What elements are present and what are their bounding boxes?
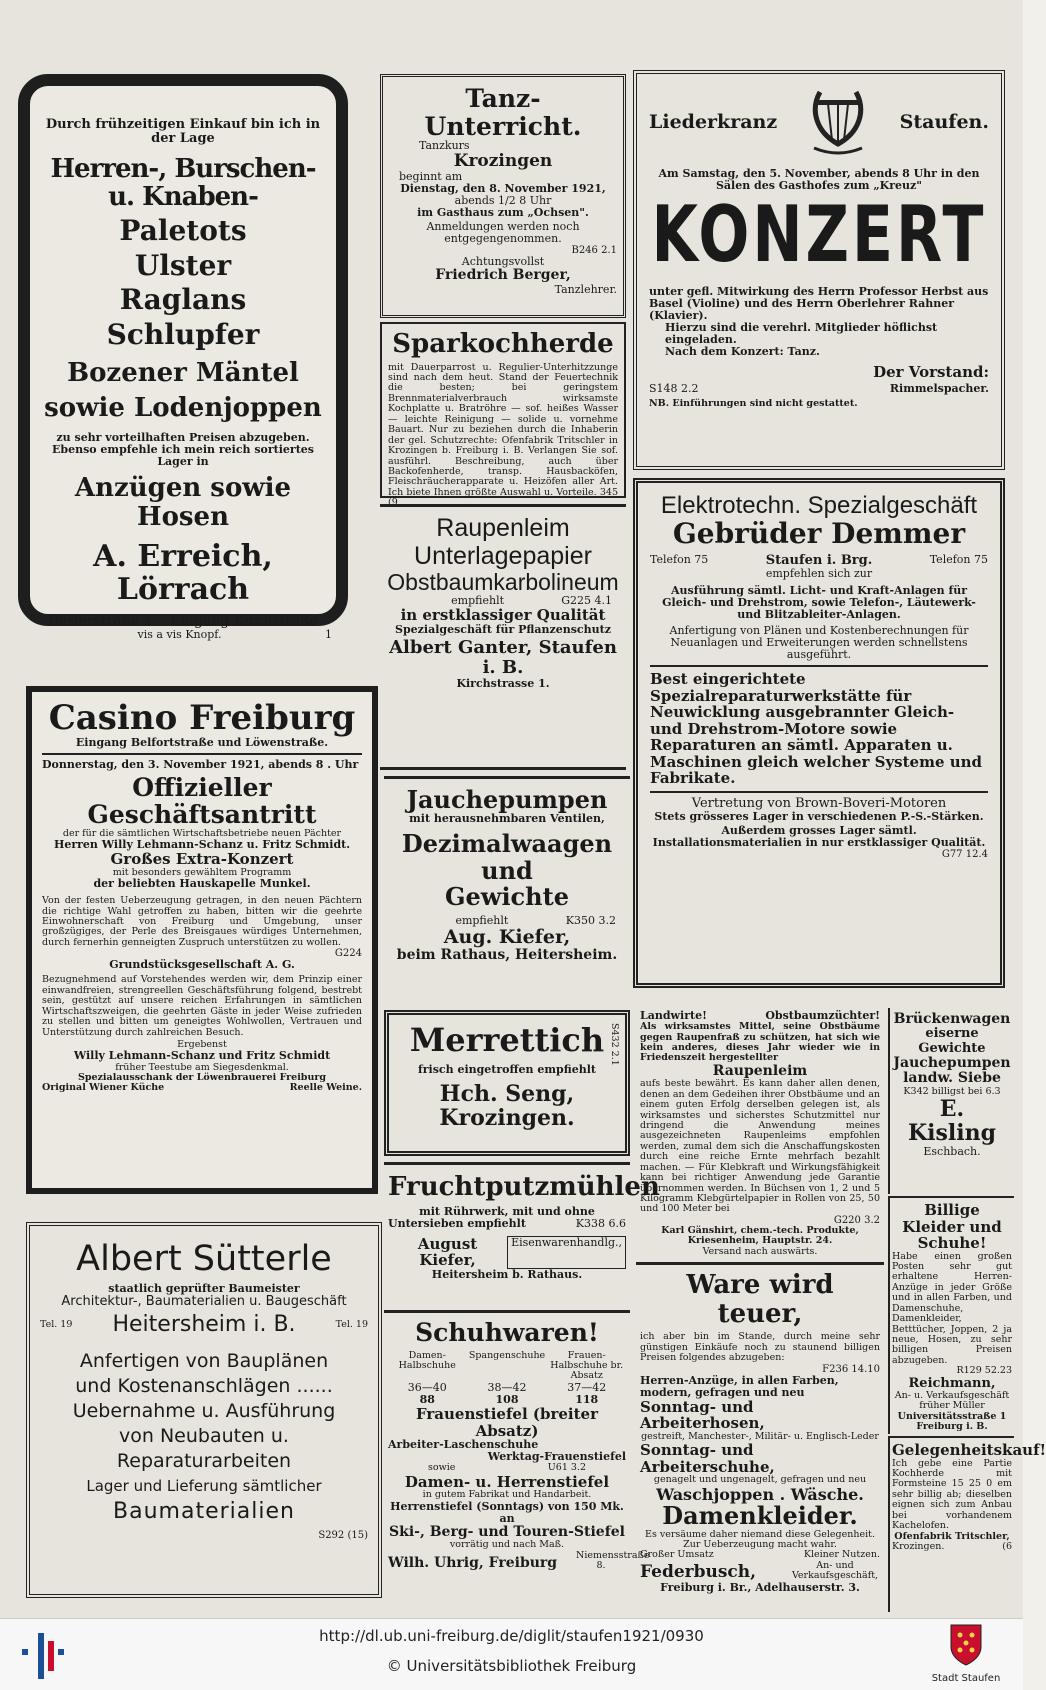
ad-erreich	[18, 74, 348, 642]
kiefer2-shop: Eisenwarenhandlg.,	[507, 1236, 626, 1269]
ad-demmer	[633, 478, 1005, 988]
suetterle-l3: Uebernahme u. Ausführung	[72, 1399, 336, 1422]
erreich-item: sowie Lodenjoppen	[44, 392, 322, 423]
ad-ganter	[380, 504, 626, 770]
ad-reichmann	[888, 1196, 1014, 1434]
kiefer2-code: K338 6.6	[575, 1216, 626, 1230]
casino-headline: Offizieller Geschäftsantritt	[87, 772, 317, 830]
federbusch-l5: genagelt und ungenagelt, gefragen und neu	[653, 1474, 867, 1486]
erreich-intro: Durch frühzeitigen Einkauf bin ich in der Lage	[45, 117, 321, 147]
seng-sub: frisch eingetroffen empfiehlt	[418, 1063, 596, 1077]
tanz-role: Tanzlehrer.	[554, 282, 617, 296]
federbusch-l4: Sonntag- und Arbeiterschuhe,	[640, 1441, 775, 1476]
uhrig-s3: 37—42	[567, 1380, 607, 1394]
tanz-registration: Anmeldungen werden noch entgegengenommen.	[426, 220, 580, 246]
uhrig-code: U61 3.2	[547, 1462, 586, 1474]
federbusch-addr: Freiburg i. Br., Adelhauserstr. 3.	[660, 1580, 860, 1594]
casino-erg: Ergebenst	[177, 1039, 227, 1051]
liederkranz-name: Rimmelspacher.	[889, 381, 989, 395]
tritschler-firm: Ofenfabrik Tritschler,	[894, 1530, 1010, 1542]
uhrig-l7: Herrenstiefel (Sonntags) von 150 Mk. an	[390, 1499, 624, 1525]
tritschler-title: Gelegenheitskauf!	[892, 1441, 1046, 1459]
casino-l4: mit besonders gewähltem Programm	[112, 866, 292, 878]
uhrig-addr: Niemensstraße 8.	[576, 1549, 650, 1572]
ad-federbusch	[636, 1262, 884, 1612]
ad-tanz	[380, 74, 626, 318]
demmer-rec: empfehlen sich zur	[765, 567, 873, 581]
kiefer1-sub: mit herausnehmbaren Ventilen,	[409, 812, 605, 826]
federbusch-intro: ich aber bin im Stande, durch meine sehr günstigen Einkäufe noch zu staunend billigen Preisen folgendes abzugeben:	[640, 1331, 880, 1364]
liederkranz-note: NB. Einführungen sind nicht gestattet.	[649, 397, 858, 409]
reichmann-shop: An- u. Verkaufsgeschäft früher Müller	[894, 1390, 1010, 1412]
reichmann-code: R129 52.23	[956, 1365, 1012, 1377]
raupenleim-title: Raupenleim	[712, 1062, 808, 1079]
liederkranz-invite: Hierzu sind die verehrl. Mitglieder höflichst eingeladen.	[665, 321, 938, 347]
ganter-shop: Spezialgeschäft für Pflanzenschutz	[395, 622, 611, 636]
kiefer2-sub: mit Rührwerk, mit und ohne	[419, 1204, 595, 1218]
casino-wines: Reelle Weine.	[289, 1082, 362, 1094]
tanz-name: Friedrich Berger,	[435, 267, 571, 284]
federbusch-l7: Damenkleider.	[662, 1501, 858, 1531]
demmer-body1: Ausführung sämtl. Licht- und Kraft-Anlagen für Gleich- und Drehstrom, sowie Telefon-, Läutewerk- und Blitzableiter-Anlagen.	[662, 583, 976, 621]
raupenleim-col1: Landwirte!	[640, 1009, 707, 1022]
kiefer2-firm: August Kiefer,	[417, 1234, 478, 1270]
suetterle-title: staatlich geprüfter Baumeister	[108, 1281, 300, 1295]
ganter-rec: empfiehlt	[451, 594, 505, 608]
erreich-item: Paletots	[119, 213, 247, 247]
raupenleim-firm: Karl Gänshirt, chem.-tech. Produkte,	[661, 1224, 859, 1236]
casino-entrance: Eingang Belfortstraße und Löwenstraße.	[75, 736, 329, 750]
kiefer1-rec: empfiehlt	[455, 913, 509, 927]
liederkranz-left: Liederkranz	[649, 111, 778, 134]
erreich-stock: Ebenso empfehle ich mein reich sortiertes Lager in	[52, 443, 314, 469]
demmer-tel-left: Telefon 75	[650, 553, 709, 567]
casino-l5: der beliebten Hauskapelle Munkel.	[93, 877, 311, 891]
demmer-stock: Stets grösseres Lager in verschiedenen P.-S.-Stärken.	[654, 809, 984, 823]
liederkranz-code: S148 2.2	[649, 381, 699, 395]
erreich-item: Raglans	[119, 283, 247, 317]
ad-raupenleim	[636, 1008, 884, 1257]
erreich-firm: A. Erreich, Lörrach	[93, 538, 273, 607]
lyre-icon	[806, 84, 870, 162]
casino-special: Spezialausschank der Löwenbrauerei Freiburg	[77, 1072, 327, 1084]
ad-liederkranz	[633, 70, 1005, 470]
suetterle-tel-right: Tel. 19	[335, 1318, 368, 1330]
raupenleim-body2: aufs beste bewährt. Es kann daher allen denen, denen an dem Gedeihen ihrer Obstbäume und an einem guten Erfolg derselben gelegen ist, als wirksamstes und sicherstes Schutzmittel nur dringend die Anwendung meines ausgezeichneten Raupenleims empfohlen werden, zumal dem sich die Anschaffungskosten durch eine reiche Ernte mehrfach bezahlt machen. — Für Klebkraft und Wirkungsfähigkeit kann bei richtiger Anwendung jede Garantie übernommen werden. In Büchsen von 1, 2 und 5 Kilogramm Klebgürtelpapier in Rollen von 25, 50 und 100 Meter bei	[640, 1078, 880, 1215]
kisling-firm: E. Kisling	[908, 1096, 996, 1147]
uhrig-l8: Ski-, Berg- und Touren-Stiefel	[389, 1523, 625, 1540]
demmer-place: Staufen i. Brg.	[765, 553, 873, 569]
ad-tritschler	[888, 1436, 1046, 1612]
seng-firm: Hch. Seng, Krozingen.	[439, 1081, 575, 1132]
reichmann-firm: Reichmann,	[908, 1375, 996, 1391]
demmer-firm: Gebrüder Demmer	[672, 517, 966, 551]
reichmann-title: Billige Kleider und Schuhe!	[902, 1201, 1002, 1252]
uhrig-p2: 108	[495, 1392, 519, 1406]
seng-title: Merrettich	[409, 1021, 605, 1059]
tritschler-body: Ich gebe eine Partie Kochherde mit Formsteine 15 25 0 em sehr billig ab; dieselben eignen sich zum Anbau bei vorhandenem Kachelofen.	[892, 1457, 1012, 1532]
erreich-price: zu sehr vorteilhaften Preisen abzugeben.	[56, 431, 310, 445]
ganter-l1: Raupenleim	[436, 514, 570, 542]
kisling-l5: K342 billigst bei 6.3	[903, 1085, 1001, 1097]
suetterle-l6: Lager und Lieferung sämtlicher	[86, 1476, 322, 1495]
demmer-title: Elektrotechn. Spezialgeschäft	[660, 492, 978, 519]
erreich-item: Ulster	[134, 248, 232, 282]
uhrig-p3: 118	[575, 1392, 599, 1406]
suetterle-tel-left: Tel. 19	[40, 1318, 73, 1330]
suetterle-code: S292 (15)	[318, 1530, 368, 1542]
liederkranz-right: Staufen.	[899, 111, 989, 134]
ad-kiefer-jauchepumpen	[384, 776, 630, 1006]
uhrig-h3: Frauen-Halbschuhe br. Absatz	[550, 1349, 624, 1382]
federbusch-l2: Sonntag- und Arbeiterhosen,	[640, 1397, 765, 1433]
staufen-coat-of-arms-icon[interactable]	[931, 1623, 1001, 1689]
federbusch-l9: Großer Umsatz	[640, 1549, 714, 1561]
erreich-item: Bozener Mäntel	[67, 357, 299, 388]
kiefer2-l2: Untersieben empfiehlt	[388, 1216, 526, 1230]
kiefer1-code: K350 3.2	[565, 913, 616, 927]
ganter-firm: Albert Ganter, Staufen i. B.	[389, 636, 617, 678]
reichmann-addr: Universitätsstraße 1 Freiburg i. B.	[897, 1410, 1007, 1433]
ad-sparkochherde	[380, 322, 626, 509]
uhrig-s2: 38—42	[487, 1380, 527, 1394]
uhrig-l1: Frauenstiefel (breiter Absatz)	[416, 1405, 598, 1440]
suetterle-name: Albert Sütterle	[76, 1239, 332, 1279]
tritschler-code: (6	[1002, 1541, 1012, 1552]
uhrig-l4: sowie	[428, 1462, 456, 1474]
erreich-address: Baslerstraße 2 .. Eingang Kirchstraße	[48, 612, 318, 629]
kiefer2-addr: Heitersheim b. Rathaus.	[431, 1267, 583, 1281]
demmer-code: G77 12.4	[941, 849, 988, 861]
erreich-suits: Anzügen sowie Hosen	[74, 473, 292, 533]
federbusch-l10: Kleiner Nutzen.	[803, 1549, 880, 1561]
uhrig-l3: Werktag-Frauenstiefel	[487, 1450, 626, 1464]
ad-suetterle	[26, 1222, 382, 1598]
casino-code: G224	[334, 948, 362, 960]
suetterle-l5: Reparaturarbeiten	[116, 1449, 292, 1472]
tanz-sub: Tanzkurs	[419, 139, 470, 152]
erreich-vis: vis a vis Knopf.	[137, 628, 222, 642]
demmer-body2: Anfertigung von Plänen und Kostenberechnungen für Neuanlagen und Erweiterungen werden schnellstens ausgeführt.	[669, 623, 969, 662]
liederkranz-body: unter gefl. Mitwirkung des Herrn Professor Herbst aus Basel (Violine) und des Herrn Oberlehrer Rahner (Klavier).	[649, 284, 989, 322]
kiefer1-addr: beim Rathaus, Heitersheim.	[396, 946, 618, 963]
tanz-venue: im Gasthaus zum „Ochsen".	[417, 206, 589, 220]
suetterle-l2: und Kostenanschlägen ......	[75, 1374, 333, 1397]
casino-l1: der für die sämtlichen Wirtschaftsbetriebe neuen Pächter	[62, 827, 342, 839]
erreich-item: Schlupfer	[106, 318, 260, 352]
kisling-l2: eiserne Gewichte	[918, 1026, 986, 1056]
ad-casino	[26, 686, 378, 1194]
kisling-l3: Jauchepumpen	[893, 1054, 1011, 1071]
uhrig-l5: Damen- u. Herrenstiefel	[404, 1472, 610, 1491]
tanz-begins: beginnt am	[399, 169, 463, 183]
demmer-tel-right: Telefon 75	[929, 553, 988, 567]
raupenleim-body1: Als wirksamstes Mittel, seine Obstbäume gegen Raupenfraß zu schützen, hat sich wie kein anderes, dieses Jahr wieder wie in Friedenszeit hergestellter	[640, 1021, 880, 1064]
ganter-l3: Obstbaumkarbolineum	[387, 569, 619, 595]
kisling-l1: Brückenwagen	[893, 1011, 1011, 1027]
casino-l2: Herren Willy Lehmann-Schanz u. Fritz Schmidt.	[53, 838, 351, 852]
reichmann-body: Habe einen großen Posten sehr gut erhaltene Herren-Anzüge in jeder Größe und in allen Farben, und Damenschuhe, Damenkleider, Betttücher, Joppen, 2 ja neue, Hosen, zu sehr billigen Preisen abzugeben.	[892, 1250, 1012, 1366]
casino-names: Willy Lehmann-Schanz und Fritz Schmidt	[73, 1049, 331, 1063]
kiefer2-title: Fruchtputzmühlen	[388, 1172, 660, 1202]
uhrig-p1: 88	[419, 1392, 435, 1406]
uhrig-h2: Spangenschuhe	[468, 1349, 546, 1361]
uhrig-h1: Damen-Halbschuhe	[398, 1349, 456, 1371]
raupenleim-col2: Obstbaumzüchter!	[765, 1009, 880, 1022]
copyright: © Universitätsbibliothek Freiburg	[386, 1657, 637, 1675]
spar-body: mit Dauerparrost u. Regulier-Unterhitzzunge sind nach dem heut. Stand der Feuertechnik die besten; bei geringstem Brennmaterialverbrauch wirksamste Kochplatte u. Bratröhre — sof. heißes Wasser — leichte Reinigung — solide u. vornehme Bauart. Nur zu beziehen durch die Inhaberin der gel. Schutzrechte: Ofenfabrik Tritschler in Krozingen b. Freiburg i. B. Verlangen Sie sof. ausführl. Beschreibung, auch über Backofenherde, transp. Hausbacköfen, Fleischräucherapparate u. Heizöfen aller Art. Ich biete Ihnen größte Auswahl u. Vorteile. 345 (9	[388, 361, 618, 509]
federbusch-l8: Es versäume daher niemand diese Gelegenheit. Zur Ueberzeugung macht wahr.	[645, 1528, 875, 1550]
ad-kiefer-fruchtputzmuehlen	[384, 1162, 660, 1308]
erreich-code: 1	[325, 628, 332, 642]
document-url[interactable]: http://dl.ub.uni-freiburg.de/diglit/staufen1921/0930	[319, 1627, 704, 1645]
casino-p1: Von der festen Ueberzeugung getragen, in den neuen Pächtern die richtige Wahl getroffen zu haben, bitten wir die geehrte Einwohnerschaft von Freiburg und Umgebung, unser großzügiges, der Perle des Breisgaues würdiges Unternehmen, durch fernerhin genneigten Zuspruch unterstützen zu wollen.	[42, 895, 362, 948]
casino-gg: Grundstücksgesellschaft A. G.	[109, 958, 295, 972]
raupenleim-ship: Versand nach auswärts.	[702, 1245, 818, 1257]
kiefer1-l2: Dezimalwaagen und	[401, 829, 613, 885]
uhrig-l2: Arbeiter-Laschenschuhe	[388, 1438, 539, 1451]
tanz-time: abends 1/2 8 Uhr	[454, 193, 552, 207]
kiefer1-l3: Gewichte	[445, 882, 569, 912]
uhrig-l9: vorrätig und nach Maß.	[449, 1539, 565, 1551]
liederkranz-intro: Am Samstag, den 5. November, abends 8 Uhr in den Sälen des Gasthofes zum „Kreuz"	[658, 166, 980, 192]
liederkranz-board: Der Vorstand:	[873, 363, 989, 382]
raupenleim-code: G220 3.2	[833, 1214, 880, 1226]
kiefer1-firm: Aug. Kiefer,	[443, 925, 571, 948]
raupenleim-place: Kriesenheim, Hauptstr. 24.	[687, 1235, 833, 1247]
liederkranz-after: Nach dem Konzert: Tanz.	[665, 345, 820, 359]
federbusch-l6: Waschjoppen . Wäsche.	[656, 1484, 864, 1504]
federbusch-l1: Herren-Anzüge, in allen Farben, modern, gefragen und neu	[640, 1373, 839, 1399]
federbusch-code: F236 14.10	[822, 1363, 880, 1375]
suetterle-l1: Anfertigen von Bauplänen	[79, 1350, 329, 1373]
suetterle-trade: Architektur-, Baumaterialien u. Baugeschäft	[61, 1293, 347, 1309]
casino-former: früher Teestube am Siegesdenkmal.	[115, 1061, 289, 1073]
uhrig-title: Schuhwaren!	[415, 1318, 599, 1347]
ganter-quality: in erstklassiger Qualität	[400, 606, 606, 625]
casino-p2: Bezugnehmend auf Vorstehendes werden wir, dem Prinzip einer einwandfreien, strengreellen Geschäftsführung folgend, bestrebt sein, gestützt auf unsere reichen Erfahrungen in sämtlichen Wirtschaftszweigen, die geehrten Gäste in jeder Weise zufrieden zu stellen und bitten um geneigtes Wohlwollen, Vertrauen und Unterstützung durch zahlreichen Besuch.	[42, 974, 362, 1038]
casino-l3: Großes Extra-Konzert	[110, 850, 294, 869]
casino-date: Donnerstag, den 3. November 1921, abends 8 . Uhr	[42, 758, 359, 772]
staufen-logo-label: Stadt Staufen	[931, 1673, 1001, 1684]
kiefer1-title: Jauchepumpen	[406, 785, 608, 814]
erreich-headline: Herren-, Burschen- u. Knaben-	[50, 153, 316, 213]
ad-kisling	[888, 1008, 1014, 1194]
seng-code: S432 2.1	[609, 1023, 620, 1066]
demmer-repair: Best eingerichtete Spezialreparaturwerkstätte für Neuwicklung ausgebrannter Gleich- und Drehstrom-Motore sowie Reparaturen an sämtl. Apparaten u. Maschinen gleich welcher Systeme und Fabrikate.	[650, 670, 983, 788]
federbusch-shop: An- und Verkaufsgeschäft,	[791, 1559, 879, 1582]
federbusch-firm: Federbusch,	[640, 1562, 757, 1583]
suetterle-place: Heitersheim i. B.	[112, 1311, 296, 1337]
demmer-brown: Vertretung von Brown-Boveri-Motoren	[691, 795, 947, 811]
tanz-date: Dienstag, den 8. November 1921,	[400, 181, 606, 195]
liederkranz-title: KONZERT	[651, 189, 987, 281]
tanz-regards: Achtungsvollst	[461, 255, 545, 269]
tanz-code: B246 2.1	[571, 245, 617, 257]
ad-uhrig	[384, 1310, 650, 1612]
kisling-l4: landw. Siebe	[903, 1070, 1001, 1087]
spar-title: Sparkochherde	[392, 329, 614, 359]
uhrig-s1: 36—40	[407, 1380, 447, 1394]
kisling-place: Eschbach.	[923, 1144, 981, 1158]
casino-kitchen: Original Wiener Küche	[42, 1082, 165, 1094]
federbusch-title: Ware wird teuer,	[686, 1270, 834, 1329]
suetterle-l7: Baumaterialien	[113, 1499, 295, 1525]
ganter-code: G225 4.1	[561, 594, 612, 608]
demmer-more: Außerdem grosses Lager sämtl. Installationsmaterialien in nur erstklassiger Qualität.	[652, 824, 986, 850]
uhrig-l6: in gutem Fabrikat und Handarbeit.	[422, 1489, 592, 1501]
uhrig-firm: Wilh. Uhrig, Freiburg	[388, 1555, 558, 1572]
viewer-footer	[0, 1618, 1023, 1690]
tritschler-place: Krozingen.	[892, 1541, 945, 1552]
federbusch-l3: gestreift, Manchester-, Militär- u. Englisch-Leder	[641, 1430, 879, 1442]
ganter-l2: Unterlagepapier	[414, 541, 592, 570]
ganter-addr: Kirchstrasse 1.	[456, 676, 550, 690]
tanz-title: Tanz-Unterricht.	[424, 84, 582, 141]
tanz-place: Krozingen	[453, 151, 553, 172]
suetterle-l4: von Neubauten u.	[119, 1424, 289, 1447]
ad-seng	[384, 1010, 630, 1156]
casino-title: Casino Freiburg	[48, 698, 356, 738]
